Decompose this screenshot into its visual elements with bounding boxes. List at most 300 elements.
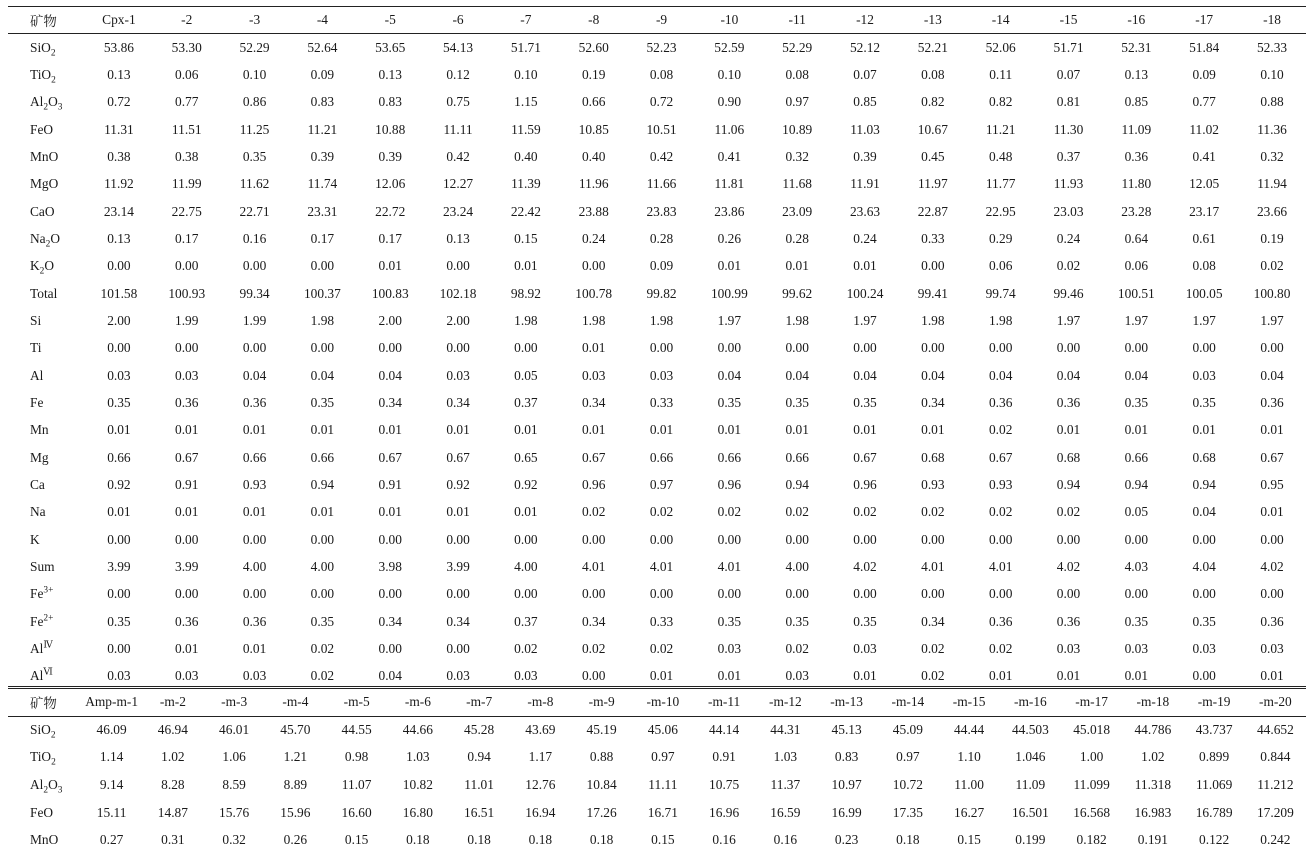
table-cell: 44.31	[770, 722, 801, 738]
table-cell: 0.94	[1192, 477, 1216, 493]
table-cell: 0.24	[581, 230, 606, 246]
table-cell: 0.199	[1015, 832, 1046, 848]
table-cell: 0.01	[717, 422, 742, 438]
row-label-base: FeO	[30, 121, 54, 137]
table-cell: 1.97	[1260, 312, 1284, 328]
table-cell: 0.03	[107, 668, 131, 684]
table-cell: 0.242	[1260, 832, 1291, 848]
table-cell: 0.35	[1124, 613, 1149, 629]
table-cell: 16.80	[402, 804, 433, 820]
table-cell: 53.65	[375, 39, 406, 55]
table-cell: 0.04	[242, 367, 267, 383]
table-cell: 0.15	[651, 832, 675, 848]
table-cell: 11.09	[1015, 777, 1046, 793]
table-cell: 0.24	[1056, 230, 1081, 246]
table-cell: 0.05	[514, 367, 538, 383]
row-label-base: SiO	[30, 722, 51, 738]
column-header: -11	[763, 7, 831, 34]
column-header: -m-18	[1122, 689, 1183, 717]
table-cell: 0.01	[310, 422, 335, 438]
table-cell: 11.01	[464, 777, 494, 793]
table-cell: 0.03	[446, 668, 470, 684]
table-cell: 0.02	[717, 504, 742, 520]
column-header: -13	[899, 7, 967, 34]
table-cell: 23.24	[442, 203, 474, 219]
table-cell: 0.01	[649, 668, 674, 684]
table-cell: 0.36	[242, 394, 267, 410]
table-cell: 0.36	[988, 394, 1013, 410]
table-cell: 1.98	[988, 312, 1013, 328]
table-cell: 10.88	[375, 121, 406, 137]
column-header: -8	[560, 7, 628, 34]
table-cell: 0.00	[446, 340, 470, 356]
column-header: -m-2	[142, 689, 203, 717]
table-cell: 3.98	[378, 559, 402, 575]
table-cell: 11.09	[1121, 121, 1152, 137]
table-cell: 0.06	[1124, 258, 1149, 274]
table-cell: 44.652	[1256, 722, 1294, 738]
table-cell: 0.08	[1192, 258, 1216, 274]
table-cell: 51.71	[510, 39, 541, 55]
table-cell: 0.01	[853, 668, 877, 684]
table-cell: 0.00	[310, 340, 335, 356]
table-header-row	[8, 7, 1306, 34]
row-label	[8, 171, 85, 198]
table-cell: 0.03	[717, 641, 742, 657]
column-header: -m-10	[632, 689, 693, 717]
table-cell: 0.00	[988, 586, 1013, 602]
table-cell: 44.44	[954, 722, 985, 738]
table-cell: 0.36	[1056, 394, 1081, 410]
row-label-base: Mn	[30, 422, 49, 438]
table-cell: 53.30	[171, 39, 202, 55]
table-cell: 11.03	[850, 121, 880, 137]
table-cell: 11.92	[104, 176, 134, 192]
table-cell: 0.01	[1192, 422, 1216, 438]
table-cell: 44.503	[1011, 722, 1049, 738]
table-row	[8, 171, 1306, 198]
row-label	[8, 307, 85, 334]
table-row	[8, 89, 1306, 116]
column-header: -m-14	[877, 689, 938, 717]
table-cell: 0.00	[1260, 586, 1284, 602]
column-header: -m-5	[326, 689, 387, 717]
table-cell: 0.02	[649, 504, 674, 520]
table-cell: 1.00	[1079, 749, 1104, 765]
table-cell: 0.35	[107, 613, 131, 629]
table-cell: 10.72	[892, 777, 923, 793]
table-cell: 46.09	[96, 722, 127, 738]
row-label	[8, 471, 85, 498]
table-cell: 11.96	[578, 176, 609, 192]
table-cell: 100.78	[575, 285, 613, 301]
table-cell: 11.62	[239, 176, 270, 192]
table-cell: 11.99	[171, 176, 202, 192]
table-cell: 0.85	[853, 94, 877, 110]
row-label-subscript: 2	[45, 239, 51, 250]
table-cell: 0.01	[514, 504, 538, 520]
table-cell: 0.01	[242, 422, 267, 438]
header-label: 矿物	[8, 7, 85, 34]
table-cell: 0.02	[649, 641, 674, 657]
table-cell: 0.66	[310, 449, 335, 465]
row-label-superscript: 2+	[43, 613, 54, 624]
table-cell: 0.33	[921, 230, 945, 246]
table-cell: 4.03	[1124, 559, 1149, 575]
table-cell: 9.14	[99, 777, 124, 793]
table-cell: 0.34	[446, 613, 470, 629]
table-cell: 0.67	[378, 449, 402, 465]
table-cell: 23.63	[849, 203, 881, 219]
table-cell: 52.31	[1121, 39, 1152, 55]
table-cell: 0.01	[853, 258, 877, 274]
table-cell: 0.36	[242, 613, 267, 629]
table-cell: 0.35	[310, 394, 335, 410]
table-cell: 11.81	[714, 176, 745, 192]
table-cell: 0.00	[175, 531, 199, 547]
row-label	[8, 444, 85, 471]
row-label	[8, 143, 85, 170]
column-header: -m-16	[1000, 689, 1061, 717]
column-header: -m-6	[387, 689, 448, 717]
table-cell: 0.11	[989, 66, 1013, 82]
row-label-subscript: 3	[57, 785, 63, 796]
table-row	[8, 553, 1306, 580]
table-cell: 0.00	[242, 531, 267, 547]
table-cell: 10.97	[831, 777, 862, 793]
table-cell: 0.66	[717, 449, 742, 465]
column-header: -10	[695, 7, 763, 34]
table-cell: 14.87	[157, 804, 188, 820]
table-cell: 0.01	[310, 504, 335, 520]
table-cell: 11.97	[918, 176, 948, 192]
table-cell: 10.85	[578, 121, 609, 137]
table-cell: 0.01	[1056, 668, 1081, 684]
table-cell: 0.02	[988, 641, 1013, 657]
table-cell: 0.00	[446, 586, 470, 602]
table-cell: 0.00	[310, 586, 335, 602]
table-cell: 52.60	[578, 39, 609, 55]
table-cell: 0.00	[1192, 340, 1216, 356]
table-cell: 0.04	[785, 367, 809, 383]
table-cell: 0.00	[1056, 531, 1081, 547]
table-cell: 0.00	[785, 586, 809, 602]
table-cell: 0.13	[446, 230, 470, 246]
table-cell: 51.84	[1189, 39, 1220, 55]
table-cell: 0.18	[528, 832, 553, 848]
row-label-base: Al	[30, 777, 44, 793]
table-cell: 45.09	[892, 722, 923, 738]
table-cell: 45.018	[1073, 722, 1111, 738]
table-cell: 0.09	[1192, 66, 1216, 82]
table-cell: 11.93	[1053, 176, 1084, 192]
table-cell: 0.02	[988, 422, 1013, 438]
table-cell: 52.29	[239, 39, 270, 55]
row-label	[8, 116, 85, 143]
table-cell: 52.21	[917, 39, 948, 55]
table-cell: 0.191	[1137, 832, 1168, 848]
table-cell: 0.97	[649, 477, 674, 493]
table-cell: 4.04	[1192, 559, 1216, 575]
table-cell: 2.00	[446, 312, 470, 328]
column-header: -5	[356, 7, 424, 34]
table-cell: 0.02	[1056, 258, 1081, 274]
table-cell: 16.789	[1195, 804, 1233, 820]
table-cell: 0.66	[107, 449, 131, 465]
table-cell: 0.39	[853, 148, 877, 164]
table-cell: 10.67	[917, 121, 948, 137]
column-header: -14	[967, 7, 1035, 34]
table-cell: 0.00	[1124, 531, 1149, 547]
table-cell: 0.00	[242, 258, 267, 274]
table-cell: 16.60	[341, 804, 372, 820]
row-label-subscript: 2	[43, 785, 49, 796]
table-cell: 23.88	[578, 203, 609, 219]
column-header: -m-12	[755, 689, 816, 717]
table-cell: 0.66	[1124, 449, 1149, 465]
table-cell: 10.75	[709, 777, 740, 793]
table-cell: 0.41	[717, 148, 742, 164]
table-cell: 1.17	[528, 749, 553, 765]
table-row	[8, 307, 1306, 334]
table-cell: 0.67	[1260, 449, 1284, 465]
table-row	[8, 799, 1306, 827]
table-cell: 0.01	[649, 422, 674, 438]
table-cell: 0.04	[921, 367, 945, 383]
table-cell: 15.11	[96, 804, 127, 820]
table-cell: 16.59	[770, 804, 801, 820]
table-cell: 0.26	[717, 230, 742, 246]
row-label	[8, 253, 85, 280]
row-label-superscript: 3+	[43, 585, 54, 596]
table-cell: 0.00	[378, 340, 402, 356]
row-label	[8, 608, 85, 635]
table-cell: 0.00	[107, 340, 131, 356]
table-cell: 17.209	[1256, 804, 1294, 820]
table-cell: 0.91	[378, 477, 402, 493]
row-label-base: Na	[30, 230, 46, 246]
table-cell: 0.00	[446, 531, 470, 547]
row-label	[8, 335, 85, 362]
table-cell: 0.08	[649, 66, 674, 82]
table-cell: 0.96	[581, 477, 606, 493]
table-cell: 44.786	[1134, 722, 1172, 738]
table-cell: 11.07	[341, 777, 372, 793]
table-cell: 0.02	[310, 668, 335, 684]
table-cell: 0.13	[107, 66, 131, 82]
table-cell: 0.35	[1124, 394, 1149, 410]
table-cell: 0.72	[649, 94, 674, 110]
table-cell: 11.21	[985, 121, 1016, 137]
row-label	[8, 553, 85, 580]
table-cell: 45.06	[647, 722, 678, 738]
table-cell: 0.38	[175, 148, 199, 164]
table-cell: 0.00	[988, 340, 1013, 356]
table-cell: 0.18	[896, 832, 920, 848]
table-cell: 54.13	[442, 39, 474, 55]
table-cell: 0.00	[921, 258, 945, 274]
table-cell: 3.99	[175, 559, 199, 575]
table-cell: 0.68	[1056, 449, 1081, 465]
table-cell: 0.39	[310, 148, 335, 164]
table-cell: 23.31	[307, 203, 338, 219]
table-cell: 1.03	[773, 749, 798, 765]
table-cell: 0.00	[378, 531, 402, 547]
table-cell: 0.34	[921, 394, 945, 410]
row-label-tail: O	[44, 258, 55, 274]
table-cell: 11.11	[443, 121, 473, 137]
row-label-base: Al	[30, 668, 44, 684]
row-label-base: MnO	[30, 148, 59, 164]
table-cell: 0.67	[446, 449, 470, 465]
row-label-base: Ti	[30, 340, 42, 356]
table-cell: 16.96	[709, 804, 740, 820]
table-cell: 15.96	[280, 804, 311, 820]
table-cell: 0.67	[988, 449, 1013, 465]
table-cell: 52.12	[849, 39, 881, 55]
table-cell: 11.37	[770, 777, 801, 793]
table-cell: 0.61	[1192, 230, 1216, 246]
table-cell: 0.94	[467, 749, 491, 765]
table-cell: 0.28	[649, 230, 674, 246]
table-cell: 11.11	[648, 777, 678, 793]
table-cell: 0.66	[242, 449, 267, 465]
table-cell: 0.06	[175, 66, 199, 82]
table-cell: 0.86	[242, 94, 267, 110]
table-cell: 0.03	[1124, 641, 1149, 657]
table-cell: 0.01	[1260, 504, 1284, 520]
row-label-subscript: 2	[43, 102, 49, 113]
row-label-tail: O	[48, 94, 58, 110]
column-header: -m-9	[571, 689, 632, 717]
row-label-subscript: 2	[51, 75, 56, 86]
row-label-subscript: 2	[51, 758, 56, 769]
table-cell: 0.15	[957, 832, 981, 848]
table-cell: 1.98	[785, 312, 809, 328]
table-cell: 0.01	[107, 504, 131, 520]
table-cell: 0.00	[175, 340, 199, 356]
table-cell: 0.00	[581, 531, 606, 547]
table-cell: 0.00	[378, 586, 402, 602]
table-cell: 99.82	[646, 285, 677, 301]
table-cell: 0.35	[785, 613, 809, 629]
table-cell: 0.82	[988, 94, 1013, 110]
table-cell: 0.02	[1056, 504, 1081, 520]
table-cell: 0.35	[242, 148, 267, 164]
table-cell: 0.68	[921, 449, 945, 465]
table-cell: 1.97	[1192, 312, 1216, 328]
table-cell: 0.02	[921, 668, 945, 684]
table-cell: 11.36	[1257, 121, 1287, 137]
row-label-base: MnO	[30, 832, 59, 848]
table-cell: 0.15	[514, 230, 538, 246]
table-cell: 0.01	[175, 422, 199, 438]
table-cell: 16.99	[831, 804, 862, 820]
table-cell: 0.00	[921, 586, 945, 602]
row-label	[8, 526, 85, 553]
table-cell: 12.76	[525, 777, 556, 793]
table-cell: 0.03	[514, 668, 538, 684]
table-cell: 1.97	[1056, 312, 1081, 328]
table-cell: 53.86	[103, 39, 134, 55]
table-cell: 2.00	[378, 312, 402, 328]
table-row	[8, 34, 1306, 61]
row-label	[8, 225, 85, 252]
table-cell: 4.01	[921, 559, 945, 575]
table-cell: 1.02	[161, 749, 185, 765]
table-cell: 23.66	[1256, 203, 1288, 219]
table-cell: 0.00	[310, 258, 335, 274]
table-cell: 0.02	[581, 504, 606, 520]
table-cell: 0.00	[649, 586, 674, 602]
table-cell: 0.02	[921, 504, 945, 520]
table-row	[8, 335, 1306, 362]
table-cell: 0.64	[1124, 230, 1149, 246]
table-cell: 4.00	[310, 559, 335, 575]
table-cell: 43.737	[1195, 722, 1233, 738]
table-cell: 0.16	[712, 832, 736, 848]
table-cell: 11.00	[954, 777, 984, 793]
table-cell: 0.85	[1124, 94, 1149, 110]
row-label	[8, 799, 81, 827]
row-label-base: CaO	[30, 203, 55, 219]
table-cell: 0.13	[378, 66, 402, 82]
table-cell: 0.94	[310, 477, 335, 493]
table-cell: 0.90	[717, 94, 742, 110]
row-label-tail: O	[48, 777, 58, 793]
table-cell: 1.03	[406, 749, 430, 765]
table-cell: 0.91	[175, 477, 199, 493]
row-label-base: TiO	[30, 749, 52, 765]
table-cell: 10.84	[586, 777, 617, 793]
table-cell: 0.83	[310, 94, 335, 110]
table-cell: 0.18	[406, 832, 430, 848]
table-cell: 52.33	[1256, 39, 1288, 55]
table-cell: 0.04	[1192, 504, 1216, 520]
table-cell: 0.01	[175, 504, 199, 520]
table-row	[8, 526, 1306, 553]
table-cell: 2.00	[107, 312, 131, 328]
table-cell: 0.88	[589, 749, 614, 765]
table-cell: 0.35	[853, 394, 877, 410]
table-row	[8, 116, 1306, 143]
table-cell: 22.42	[510, 203, 541, 219]
table-cell: 0.00	[649, 531, 674, 547]
table-row	[8, 61, 1306, 88]
row-label-base: Fe	[30, 613, 44, 629]
table-row	[8, 581, 1306, 608]
table-cell: 17.26	[586, 804, 617, 820]
row-label	[8, 280, 85, 307]
table-cell: 0.00	[853, 531, 877, 547]
table-cell: 0.07	[853, 66, 877, 82]
table-cell: 0.02	[514, 641, 538, 657]
column-header: -m-13	[816, 689, 877, 717]
table-cell: 0.01	[1260, 668, 1284, 684]
column-header: -m-4	[265, 689, 326, 717]
table-cell: 4.01	[988, 559, 1013, 575]
table-cell: 17.35	[892, 804, 923, 820]
table-cell: 0.01	[175, 641, 199, 657]
table-cell: 1.10	[957, 749, 981, 765]
table-cell: 8.28	[161, 777, 185, 793]
table-cell: 102.18	[439, 285, 477, 301]
header-label: 矿物	[8, 689, 81, 717]
table-cell: 0.10	[242, 66, 267, 82]
table-cell: 0.00	[1192, 586, 1216, 602]
table-cell: 15.76	[219, 804, 250, 820]
table-row	[8, 280, 1306, 307]
